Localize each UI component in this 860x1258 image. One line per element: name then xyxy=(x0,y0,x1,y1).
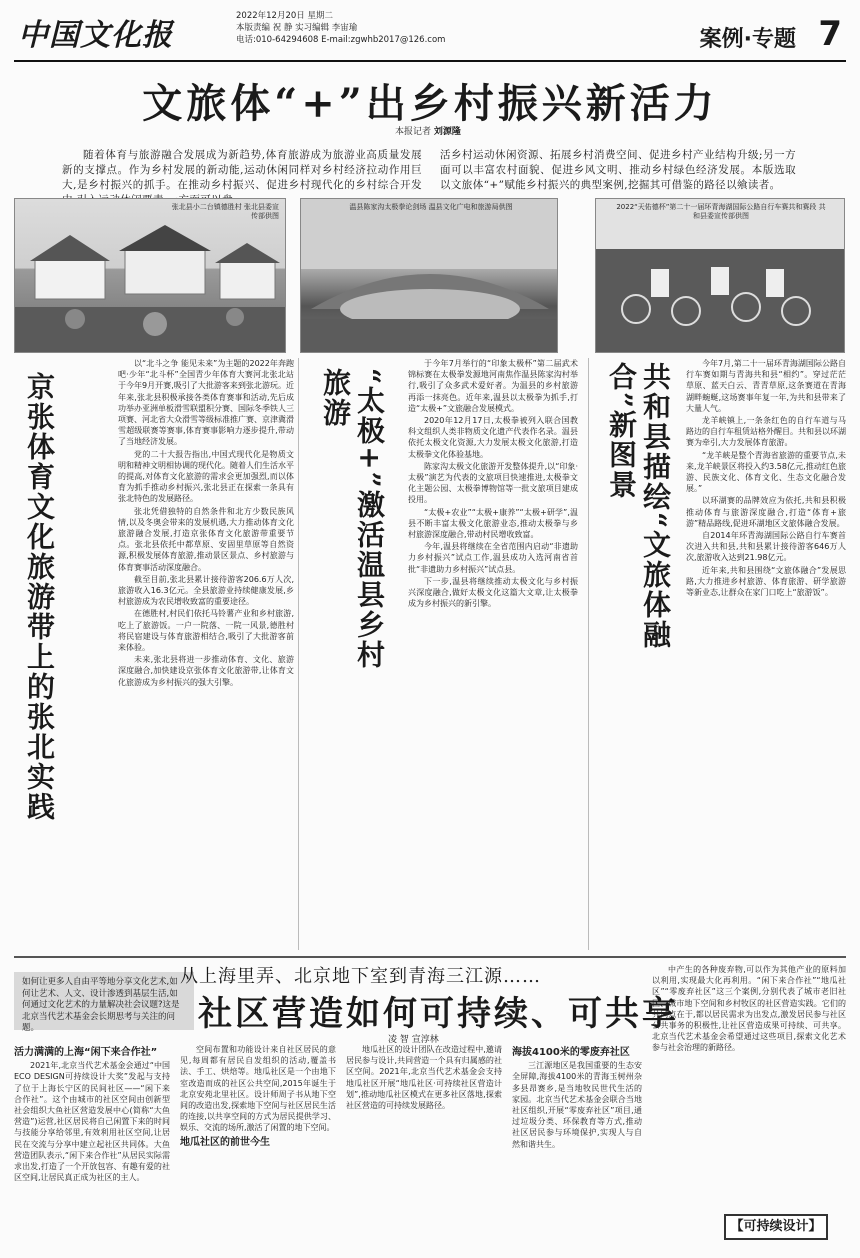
issue-meta xyxy=(236,10,445,46)
paragraph: 中产生的各种废弃物,可以作为其他产业的原料加以利用,实现最大化再利用。“闲下来合作社”“地瓜社区”“零废弃社区”这三个案例,分别代表了城市老旧社区、城市地下空间和乡村牧区的社区营造实践。它们的共同点在于,都以居民需求为出发点,激发居民参与社区公共事务的积极性,让社区营造成果可持续、可共享。北京当代艺术基金会希望通过这些项目,探索文化艺术参与社会治理的新路径。 xyxy=(652,965,846,1053)
column-divider xyxy=(298,358,299,950)
subhead: 活力满满的上海“闲下来合作社” xyxy=(14,1047,158,1058)
community-headline: 社区营造如何可持续、可共享 xyxy=(198,994,679,1034)
paragraph: 空间布置和功能设计来自社区居民的意见,每周都有居民自发组织的活动,覆盖书法、手工、烘焙等。地瓜社区是一个由地下室改造而成的社区公共空间,2015年诞生于北京安苑北里社区。设计师周子书从地下空间的改造出发,探索地下空间与社区居民生活的连接,以共享空间的方式为居民提供学习、娱乐、交流的场所,激活了闲置的地下空间。 xyxy=(180,1045,336,1133)
editor-line: 本版责编 祝 静 实习编辑 李宙瑜 xyxy=(236,23,358,33)
paragraph: 地瓜社区的设计团队在改造过程中,邀请居民参与设计,共同营造一个具有归属感的社区空间。2021年,北京当代艺术基金会支持地瓜社区开展“地瓜社区·可持续社区营造计划”,推动地瓜社区模式在更多社区落地,探索社区营造的可持续发展路径。 xyxy=(346,1045,502,1111)
photo-caption: 2022“天佑德杯”第二十一届环青海湖国际公路自行车赛共和赛段 共和县委宣传部供图 xyxy=(616,203,826,220)
paragraph: 以环湖赛的品牌效应为依托,共和县积极推动体育与旅游深度融合,打造“体育+旅游”精品路线,促进环湖地区文旅体融合发展。 xyxy=(686,496,846,528)
main-headline: 文旅体“+”出乡村振兴新活力 xyxy=(142,80,718,127)
intro-left: 随着体育与旅游融合发展成为新趋势,体育旅游成为旅游业高质量发展新的支撑点。作为乡村发展的新动能,运动休闲同样对乡村经济拉动作用巨大,是乡村振兴的抓手。在推动乡村振兴、促进乡村现代化的乡村综合开发 xyxy=(62,149,422,191)
masthead xyxy=(14,6,846,62)
issue-date: 2022年12月20日 星期二 xyxy=(236,11,333,21)
community-intro-box: 如何让更多人自由平等地分享文化艺术,如何让艺术、人文、设计渗透到基层生活,如何通过文化艺术的力量解决社会议题?这是北京当代艺术基金会长期思考与关注的问题。 xyxy=(14,972,194,1030)
newspaper-logo[interactable]: 中国文化报 xyxy=(18,18,173,53)
paragraph: 未来,张北县将进一步推动体育、文化、旅游深度融合,加快建设京张体育文化旅游带,让体育文化旅游成为乡村振兴的强大引擎。 xyxy=(118,655,294,687)
page-number: 7 xyxy=(818,14,842,54)
subhead: 海拔4100米的零废弃社区 xyxy=(512,1047,630,1058)
paragraph: 在德胜村,村民们依托马铃薯产业和乡村旅游,吃上了旅游饭。一户一院落、一院一风景,德胜村将民宿建设与体育旅游相结合,吸引了大批游客前来体验。 xyxy=(118,609,294,653)
paragraph: 于今年7月举行的“印象太极杯”第二届武术锦标赛在太极拳发源地河南焦作温县陈家沟村举行,吸引了众多武术爱好者。为温县的乡村旅游再添一抹亮色。近年来,温县以太极拳为抓手,打造“太极+”文旅融合发展模式。 xyxy=(408,359,578,413)
paragraph: 龙羊峡镇上,一条条红色的自行车道与马路边的自行车租赁站格外醒目。共和县以环湖赛为牵引,大力发展体育旅游。 xyxy=(686,416,846,448)
subhead: 地瓜社区的前世今生 xyxy=(180,1136,270,1148)
article-body-zhangbei xyxy=(118,358,294,950)
arena-illustration xyxy=(301,199,558,353)
photo-caption: 温县陈家沟太极拳论剑场 温县文化广电和旅游局供图 xyxy=(349,203,513,211)
photo-caption: 张北县小二台镇德胜村 张北县委宣传部供图 xyxy=(171,203,279,220)
contact-line: 电话:010-64294608 E-mail:zgwhb2017@126.com xyxy=(236,35,446,45)
community-col-4 xyxy=(512,1044,642,1250)
column-divider xyxy=(588,358,589,950)
paragraph: 以“北斗之争 能见未来”为主题的2022年奔跑吧·少年“北斗杯”全国青少年体育大赛河北张北站于今年9月开赛,吸引了大批游客来到张北游玩。近年来,张北县积极承接各类体育赛事和活动,先后成功举办亚洲单板滑雪联盟积分赛、国际冬季铁人三项赛、河北省大众滑雪等级标准推广赛、京津冀滑雪超级联赛等赛事,体育赛事影响力逐步提升,带动了当地经济发展。 xyxy=(118,359,294,447)
paragraph: 2021年,北京当代艺术基金会通过“中国ECO DESIGN可持续设计大奖”发起与支持了位于上海长宁区的民间社区——“闲下来合作社”。这个由城市的社区空间由创新型社会组织大鱼社区营造发展中心(简称“大鱼营造”)运营,社区居民将自己闲置下来的时间与技能分享给邻里,有效利用社区空间,让居民在交流与分享中建立起社区共同体。大鱼营造团队表示,“闲下来合作社”从居民实际需求出发,打造了一个开放包容、有趣有爱的社区空间,让居民真正成为社区的主人。 xyxy=(14,1061,170,1183)
community-col-1 xyxy=(14,1044,170,1250)
photo-zhangbei-village xyxy=(14,198,286,353)
community-kicker: 从上海里弄、北京地下室到青海三江源…… xyxy=(180,966,541,987)
paragraph: 截至目前,张北县累计接待游客206.6万人次,旅游收入16.3亿元。全县旅游业持续健康发展,乡村旅游成为农民增收致富的重要途径。 xyxy=(118,574,294,607)
photo-gonghe-cycling xyxy=(595,198,845,353)
paragraph: 今年7月,第二十一届环青海湖国际公路自行车赛如期与青海共和县“相约”。穿过茫茫草原、蓝天白云、青青草原,这条赛道在青海湖畔蜿蜒,这场赛事年复一年,为共和县带来了大量人气。 xyxy=(686,359,846,413)
intro-right: 活乡村运动休闲资源、拓展乡村消费空间、促进乡村产业结构升级;另一方面可以丰富农村面貌、促进乡风文明、推动乡村绿色经济发展。本版选取以文旅体“+”赋能乡村振兴的典型案例,挖掘其可借鉴的路径以飨读者。 xyxy=(440,149,796,191)
photo-wenxian-arena xyxy=(300,198,558,353)
byline-prefix: 本报记者 xyxy=(395,127,432,137)
community-col-3 xyxy=(346,1044,502,1250)
paragraph: “太极+农业”“太极+康养”“太极+研学”,温县不断丰富太极文化旅游业态,推动太极拳与乡村旅游深度融合,带动村民增收致富。 xyxy=(408,507,578,540)
article-body-gonghe xyxy=(686,358,846,950)
series-tag: 【可持续设计】 xyxy=(724,1214,828,1240)
community-byline: 凌 智 宣淳林 xyxy=(388,1035,439,1045)
paragraph: 三江源地区是我国重要的生态安全屏障,海拔4100米的青海玉树州杂多县昂赛乡,是当地牧民世代生活的家园。北京当代艺术基金会联合当地社区组织,开展“零废弃社区”项目,通过垃圾分类、环保教育等方式,推动社区居民参与环境保护,实现人与自然和谐共生。 xyxy=(512,1061,642,1149)
main-byline xyxy=(395,124,461,137)
paragraph: 今年,温县将继续在全省范围内启动“非遗助力乡村振兴”试点工作,温县成功入选河南省首批“非遗助力乡村振兴”试点县。 xyxy=(408,542,578,574)
byline-name: 刘源隆 xyxy=(433,127,461,137)
section-title: 案例·专题 xyxy=(699,27,796,52)
paragraph: “龙羊峡是整个青海省旅游的重要节点,未来,龙羊峡景区将投入约3.58亿元,推动红色旅游、民族文化、体育文化、生态文化融合发展。” xyxy=(686,450,846,494)
article-title-zhangbei: 京张体育文化旅游带上的张北实践 xyxy=(23,372,56,822)
paragraph: 自2014年环青海湖国际公路自行车赛首次进入共和县,共和县累计接待游客646万人次,旅游收入达到21.98亿元。 xyxy=(686,531,846,563)
section-divider xyxy=(14,956,846,958)
cycling-illustration xyxy=(596,199,845,353)
paragraph: 2020年12月17日,太极拳被列入联合国教科文组织人类非物质文化遗产代表作名录。温县依托太极文化资源,大力发展太极文化旅游,打造太极拳文化体验基地。 xyxy=(408,416,578,459)
paragraph: 陈家沟太极文化旅游开发整体提升,以“印象·太极”演艺为代表的文旅项目快速推进,太极拳文化主题公园、太极拳博物馆等一批文旅项目建成投用。 xyxy=(408,461,578,505)
paragraph: 近年来,共和县围绕“文旅体融合”发展思路,大力推进乡村旅游、体育旅游、研学旅游等新业态,让群众在家门口吃上“旅游饭”。 xyxy=(686,565,846,598)
article-title-gonghe: 共和县描绘“文旅体融合”新图景 xyxy=(605,362,672,651)
article-title-wenxian: “太极+”激活温县乡村旅游 xyxy=(319,368,386,670)
community-col-2 xyxy=(180,1044,336,1250)
paragraph: 党的二十大报告指出,中国式现代化是物质文明和精神文明相协调的现代化。随着人们生活水平的提高,对体育文化旅游的需求会更加强烈,而以体育为抓手推动乡村振兴,张北县正在探索一条具有张北特色的发展路径。 xyxy=(118,449,294,504)
article-body-wenxian xyxy=(408,358,578,950)
paragraph: 张北凭借独特的自然条件和北方少数民族风情,以及冬奥会带来的发展机遇,大力推动体育文化旅游融合发展,打造京张体育文化旅游带重要节点。张北县依托中都草原、安固里草原等自然资源,积极发展体育旅游,推动景区景点、乡村旅游与体育赛事活动深度融合。 xyxy=(118,506,294,572)
paragraph: 下一步,温县将继续推动太极文化与乡村振兴深度融合,做好太极文化这篇大文章,让太极拳成为乡村振兴的新引擎。 xyxy=(408,576,578,609)
village-illustration xyxy=(15,199,286,353)
community-col-5 xyxy=(652,964,846,1208)
